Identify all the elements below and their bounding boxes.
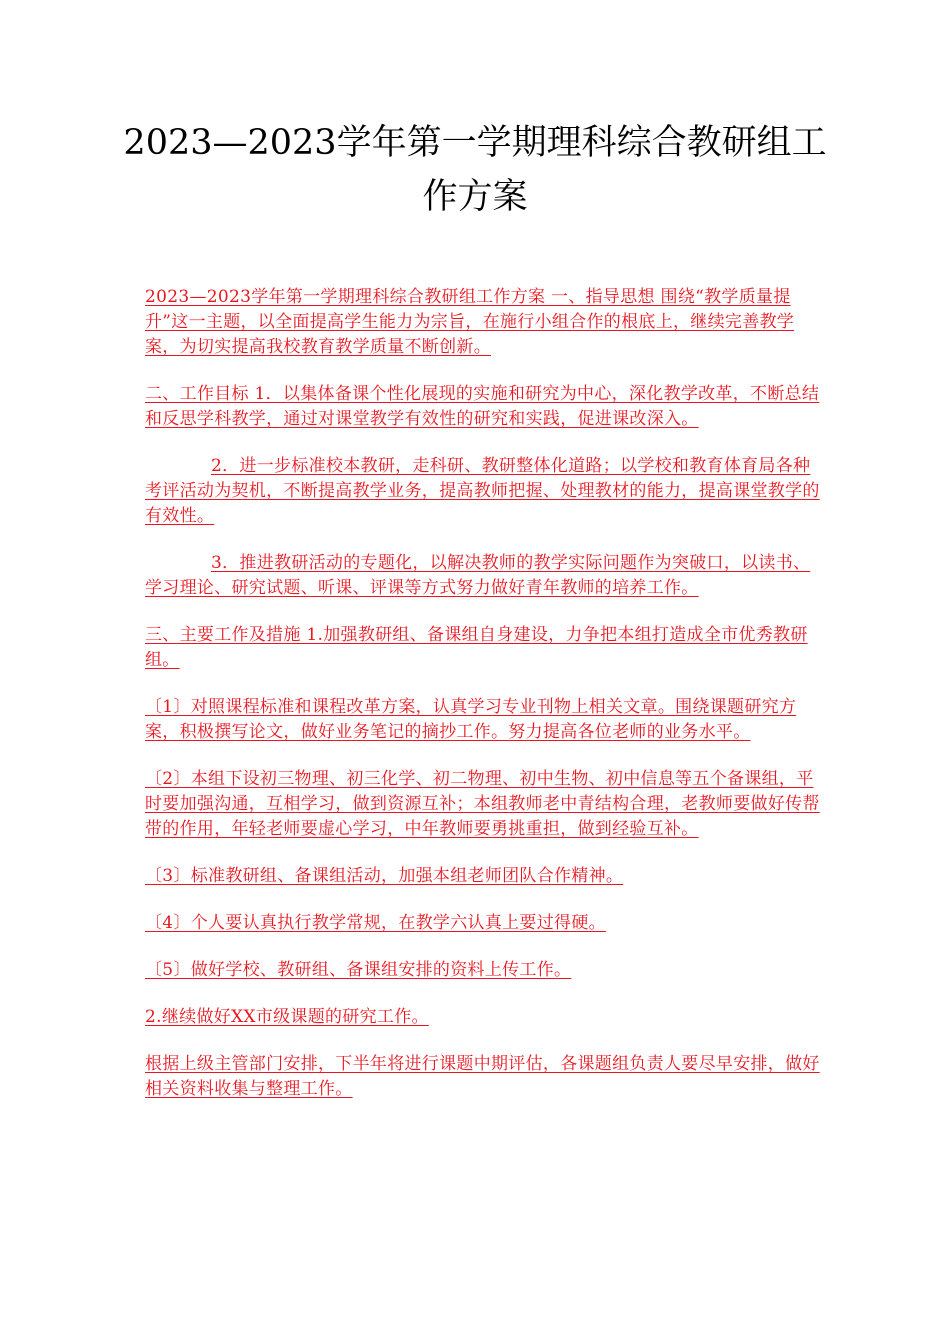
paragraph-text: 〔3〕标准教研组、备课组活动，加强本组老师团队合作精神。: [145, 866, 624, 886]
paragraph-item-4: [145, 911, 825, 936]
paragraph-text: 2023—2023学年第一学期理科综合教研组工作方案 一、指导思想 围绕“教学质量提升”这一主题，以全面提高学生能力为宗旨，在施行小组合作的根底上，继续完善教学案，为切实提高我校教育教学质量不断创新。: [145, 287, 795, 357]
paragraph-text: 〔1〕对照课程标准和课程改革方案，认真学习专业刊物上相关文章。围绕课题研究方案，积极撰写论文，做好业务笔记的摘抄工作。努力提高各位老师的业务水平。: [145, 697, 797, 742]
paragraph-research: [145, 1005, 825, 1030]
paragraph-text: 根据上级主管部门安排，下半年将进行课题中期评估，各课题组负责人要尽早安排，做好相关资料收集与整理工作。: [145, 1054, 820, 1099]
paragraph-item-3: [145, 864, 825, 889]
paragraph-guiding-ideology: [145, 285, 825, 360]
paragraph-evaluation: [145, 1052, 825, 1102]
paragraph-text: 三、主要工作及措施 1.加强教研组、备课组自身建设，力争把本组打造成全市优秀教研组。: [145, 625, 808, 670]
paragraph-text: 〔2〕本组下设初三物理、初三化学、初二物理、初中生物、初中信息等五个备课组，平时要加强沟通，互相学习，做到资源互补；本组教师老中青结构合理，老教师要做好传帮带的作用，年轻老师要虚心学习，中年教师要勇挑重担，做到经验互补。: [145, 769, 820, 839]
paragraph-goal-3: [145, 551, 825, 601]
paragraph-text: 〔4〕个人要认真执行教学常规，在教学六认真上要过得硬。: [145, 913, 606, 933]
paragraph-main-work: [145, 623, 825, 673]
paragraph-goal-2: [145, 454, 825, 529]
paragraph-text: 〔5〕做好学校、教研组、备课组安排的资料上传工作。: [145, 960, 572, 980]
paragraph-item-1: [145, 695, 825, 745]
paragraph-text: 2.继续做好XX市级课题的研究工作。: [145, 1007, 429, 1027]
document-body: [145, 285, 825, 1124]
document-title: 2023—2023学年第一学期理科综合教研组工作方案: [123, 123, 827, 217]
paragraph-text: 2．进一步标准校本教研，走科研、教研整体化道路；以学校和教育体育局各种考评活动为契机，不断提高教学业务，提高教师把握、处理教材的能力，提高课堂教学的有效性。: [145, 456, 820, 526]
paragraph-text: 二、工作目标 1．以集体备课个性化展现的实施和研究为中心，深化教学改革，不断总结和反思学科教学，通过对课堂教学有效性的研究和实践，促进课改深入。: [145, 384, 820, 429]
paragraph-item-2: [145, 767, 825, 842]
paragraph-text: 3．推进教研活动的专题化，以解决教师的教学实际问题作为突破口，以读书、学习理论、研究试题、听课、评课等方式努力做好青年教师的培养工作。: [145, 553, 811, 598]
paragraph-work-goals: [145, 382, 825, 432]
paragraph-item-5: [145, 958, 825, 983]
